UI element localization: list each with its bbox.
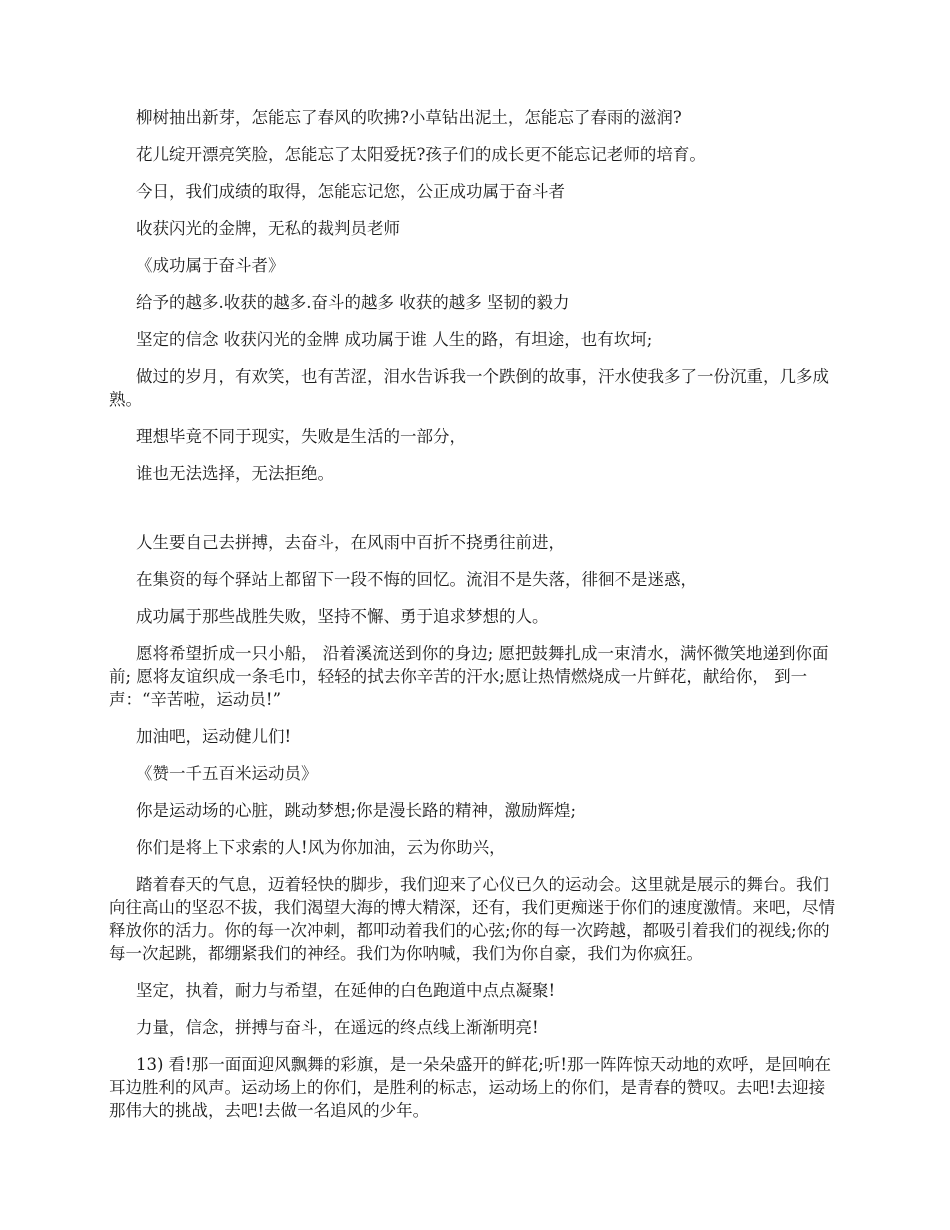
section-title-runner: 《赞一千五百米运动员》 (136, 764, 318, 783)
paragraph-4: 收获闪光的金牌，无私的裁判员老师 (136, 219, 400, 238)
paragraph-12: 在集资的每个驿站上都留下一段不悔的回忆。流泪不是失落，徘徊不是迷惑， (136, 570, 697, 589)
paragraph-11: 人生要自己去拼搏，去奋斗，在风雨中百折不挠勇往前进， (136, 533, 565, 552)
document-body (109, 106, 841, 1136)
paragraph-21: 力量，信念，拼搏与奋斗，在遥远的终点线上渐渐明亮! (136, 1018, 539, 1037)
paragraph-8: 做过的岁月，有欢笑，也有苦涩，泪水告诉我一个跌倒的故事，汗水使我多了一份沉重，几多成熟。 (109, 367, 829, 409)
paragraph-10: 谁也无法选择，无法拒绝。 (136, 464, 334, 483)
paragraph-9: 理想毕竟不同于现实，失败是生活的一部分， (136, 427, 466, 446)
section-title-success: 《成功属于奋斗者》 (136, 256, 285, 275)
paragraph-13: 成功属于那些战胜失败，坚持不懈、勇于追求梦想的人。 (136, 607, 549, 626)
paragraph-22: 13) 看!那一面面迎风飘舞的彩旗，是一朵朵盛开的鲜花;听!那一阵阵惊天动地的欢呼，是回响在耳边胜利的风声。运动场上的你们，是胜利的标志，运动场上的你们，是青春的赞叹。去吧!去迎接那伟大的挑战，去吧!去做一名追风的少年。 (109, 1055, 831, 1120)
paragraph-18: 你们是将上下求索的人!风为你加油，云为你助兴， (136, 838, 506, 857)
paragraph-17: 你是运动场的心脏，跳动梦想;你是漫长路的精神，激励辉煌; (136, 801, 577, 820)
paragraph-19: 踏着春天的气息，迈着轻快的脚步，我们迎来了心仪已久的运动会。这里就是展示的舞台。我们向往高山的坚忍不拔，我们渴望大海的博大精深，还有，我们更痴迷于你们的速度激情。来吧，尽情释放你的活力。你的每一次冲刺，都叩动着我们的心弦;你的每一次跨越，都吸引着我们的视线;你的每一次起跳，都绷紧我们的神经。我们为你呐喊，我们为你自豪，我们为你疯狂。 (109, 875, 835, 963)
paragraph-20: 坚定，执着，耐力与希望，在延伸的白色跑道中点点凝聚! (136, 981, 556, 1000)
paragraph-3: 今日，我们成绩的取得，怎能忘记您，公正成功属于奋斗者 (136, 182, 565, 201)
paragraph-15: 加油吧，运动健儿们! (136, 727, 292, 746)
paragraph-14: 愿将希望折成一只小船， 沿着溪流送到你的身边; 愿把鼓舞扎成一束清水，满怀微笑地递到你面前; 愿将友谊织成一条毛巾，轻轻的拭去你辛苦的汗水;愿让热情燃烧成一片鲜花，献给你， 到一声：“辛苦啦，运动员!” (109, 644, 829, 709)
paragraph-1: 柳树抽出新芽，怎能忘了春风的吹拂?小草钻出泥土，怎能忘了春雨的滋润? (136, 108, 682, 127)
paragraph-6: 给予的越多.收获的越多.奋斗的越多 收获的越多 坚韧的毅力 (136, 293, 570, 312)
paragraph-7: 坚定的信念 收获闪光的金牌 成功属于谁 人生的路，有坦途，也有坎坷; (136, 330, 653, 349)
paragraph-2: 花儿绽开漂亮笑脸，怎能忘了太阳爱抚?孩子们的成长更不能忘记老师的培育。 (136, 145, 706, 164)
